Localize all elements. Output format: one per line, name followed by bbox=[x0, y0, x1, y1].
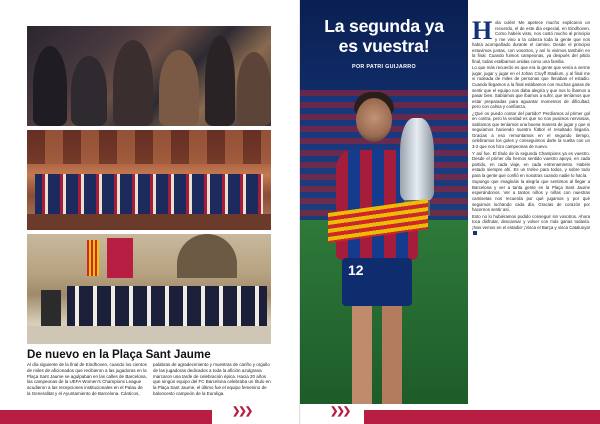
section-title: De nuevo en la Plaça Sant Jaume bbox=[27, 348, 211, 361]
end-mark-icon bbox=[473, 231, 477, 235]
paragraph-3: ¿Qué os puedo contar del partido? Perdíamos al primer gol en contra, pero la verdad es que no nos pusimos nerviosas, sabíamos que teníamos una buena manera de jugar y que si seguíamos haciendo nuestro fútbol el resultado llegaría. Gracias a eso remontamos en el segundo tiempo, celebramos los goles y conseguimos darle la vuelta con un 3-2 que nos hizo campeonas de nuevo. bbox=[472, 110, 590, 150]
catalan-flag bbox=[87, 240, 99, 276]
paragraph-2: Lo que más recuerdo es que era la gente que venía a verme jugar, jugar y jugar en el Johan Cruyff Stadium, y al final me vi rodeada de miles de personas que llenaban el estadio. Cuando llegamos a la final estábamos con muchas ganas de sentir que el equipo nos daba alegría y que nos lo íbamos a pasar bien. Sabíamos que íbamos a sufrir, que teníamos que estar preparadas para aguantar momentos de dificultad, pero con calma y confianza. bbox=[472, 65, 590, 110]
photo-team-balcony bbox=[27, 234, 271, 344]
paragraph-1: ola culés! Me apetece mucho explicaros un recuerdo, el de este día especial, en Eindhoven. Como habéis visto, nos costó mucho al principio y me vino a la cabeza toda la gente que nos había acompañado durante el camino. Desde el principio estuvimos juntas, con vosotros, y así lo vivimos también en la final. Cuando fuimos campeonas, ya después del pitido final, todas estábamos unidas como una familia. bbox=[472, 20, 590, 64]
photo-celebration-crowd bbox=[27, 26, 271, 126]
paragraph-4: Y así fue. El título de la segunda Champions ya es vuestro. Desde el primer día hemos sentido vuestro apoyo, en cada partido, en cada viaje, en cada entrenamiento. Habéis estado siempre ahí. Es un trofeo para todos, y sobre todo para la gente que confió en nosotras cuando nadie lo hacía. bbox=[472, 150, 590, 178]
article-title bbox=[300, 16, 468, 56]
byline: POR PATRI GUIJARRO bbox=[352, 64, 416, 70]
photo-team-reception-hall bbox=[27, 130, 271, 230]
caption-text: Al día siguiente de la final de Eindhoven, cuando los cientos de miles de aficionados que recibieron a las jugadoras en la Plaça Sant Jaume se agolpaban en las calles de Barcelona, las campeonas de la UEFA Women's Champions League acudieron a las recepciones institucionales en el Palau de la Generalitat y el Ayuntamiento de Barcelona. Cánticos, palabras de agradecimiento y muestras de cariño y orgullo de las jugadoras dedicados a toda la afición azulgrana marcaron una tarde de celebración épica. Hacia 20 años que ningún equipo del FC Barcelona celebraba un título en la Plaça Sant Jaume, el último fue el equipo femenino de baloncesto campeón de la Euroliga. bbox=[27, 362, 271, 396]
chevron-arrows-icon: ❯❯❯ bbox=[232, 406, 252, 417]
player-face bbox=[356, 98, 392, 142]
chevron-arrows-icon-right: ❯❯❯ bbox=[330, 406, 350, 417]
article-body bbox=[472, 16, 590, 404]
footer-bar-right bbox=[364, 410, 600, 424]
paragraph-6: Esto no lo hubiéramos podido conseguir sin vosotros. Ahora toca disfrutar, descansar y volver con más ganas todavía. ¡Nos vemos en el estadio! ¡Visca el Barça y visca Catalunya! bbox=[472, 213, 590, 230]
page-gutter bbox=[299, 0, 301, 424]
paragraph-5: Supongo que imagináis la alegría que sentimos al llegar a Barcelona y ver a tanta gente en la Plaça Sant Jaume esperándonos. Ver a tantos niños y niñas con nuestras camisetas nos recuerda por qué jugamos y por qué seguimos luchando cada día. Gracias de corazón por hacernos sentir así. bbox=[472, 179, 590, 213]
title-line-2: es vuestra! bbox=[338, 36, 430, 56]
right-page bbox=[300, 0, 600, 424]
title-line-1: La segunda ya bbox=[324, 16, 444, 36]
shirt-number: 12 bbox=[348, 262, 364, 278]
trophy-icon bbox=[400, 118, 434, 202]
hero-photo-player-trophy bbox=[300, 0, 468, 404]
drop-cap: H bbox=[472, 16, 493, 45]
footer-bar-left bbox=[0, 410, 212, 424]
